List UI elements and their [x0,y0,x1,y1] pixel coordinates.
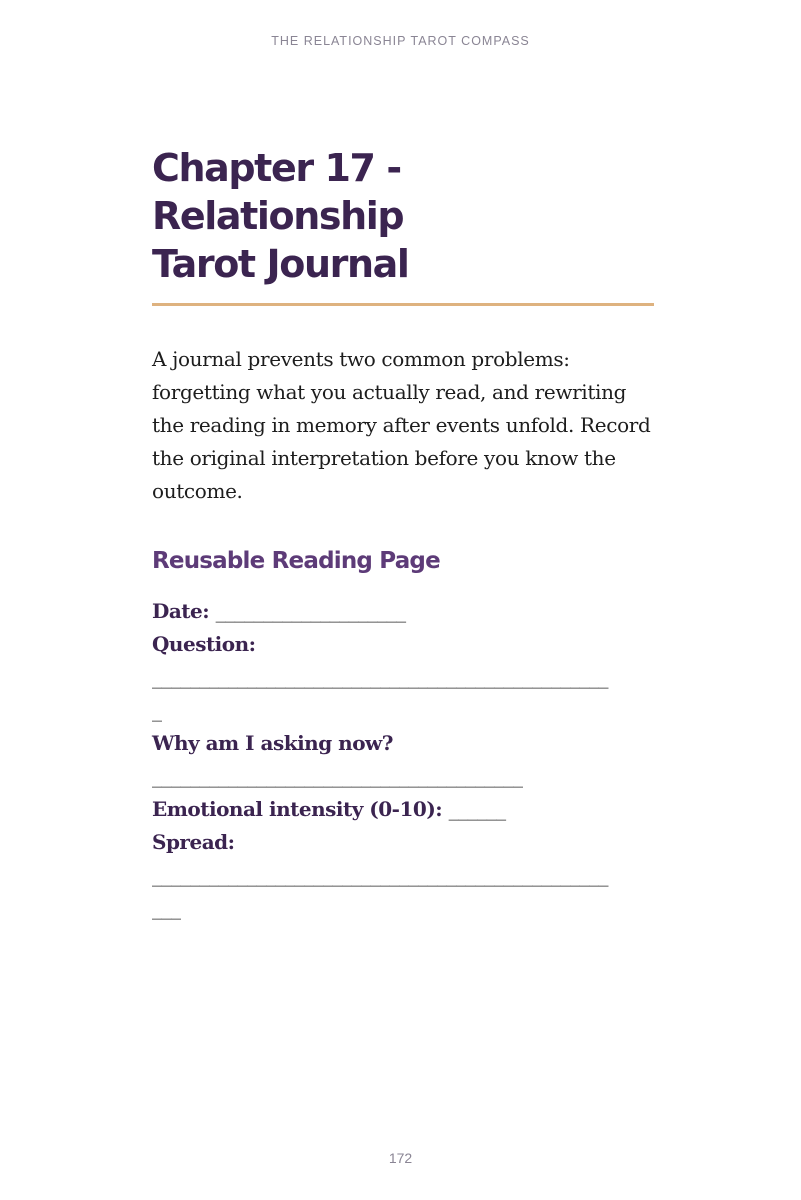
intro-paragraph: A journal prevents two common problems: forgetting what you actually read, and rewriting the reading in memory after events unfold. Record the original interpretation before you know the outcome. [152,347,651,503]
page-number: 172 [388,1150,413,1166]
page-content [152,144,654,925]
intensity-label: Emotional intensity (0-10): [152,797,443,821]
date-line [152,595,654,628]
running-header: THE RELATIONSHIP TAROT COMPASS [271,34,530,48]
spread-blank-line-2: ___ [152,896,181,920]
date-label: Date: [152,599,210,623]
question-blank-line-2: _ [152,698,162,722]
chapter-title-line-2: Tarot Journal [152,242,409,286]
intensity-line [152,793,654,826]
chapter-title [152,144,654,288]
why-blank: _______________________________________ [152,764,523,788]
intensity-blank: ______ [448,797,506,821]
section-heading: Reusable Reading Page [152,548,440,574]
spread-blank-line-1: ________________________________________________ [152,863,608,887]
journal-form [152,595,654,925]
question-blank-line-1: ________________________________________________ [152,665,608,689]
title-divider [152,303,654,306]
spread-label: Spread: [152,830,235,854]
why-label: Why am I asking now? [152,731,393,755]
date-blank: ____________________ [215,599,406,623]
question-label: Question: [152,632,256,656]
chapter-title-line-1: Chapter 17 - Relationship [152,146,404,238]
